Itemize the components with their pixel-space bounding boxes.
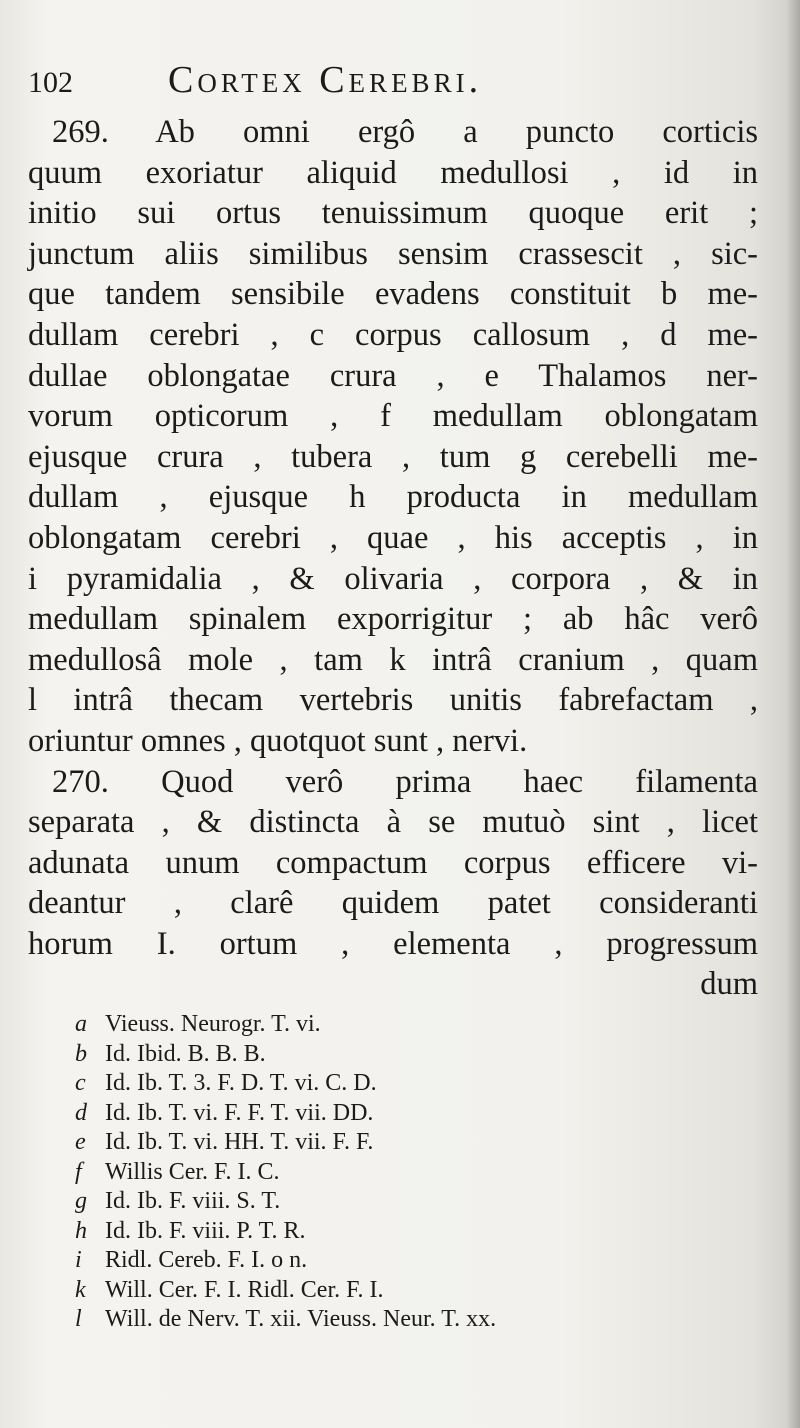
footnote-text: Vieuss. Neurogr. T. vi.: [105, 1011, 321, 1037]
page-number: 102: [28, 66, 73, 99]
footnote-b: [75, 1040, 675, 1070]
footnote-h: [75, 1217, 675, 1247]
text-line: ejusque crura , tubera , tum g cerebelli me-: [28, 438, 758, 475]
text-line: horum I. ortum , elementa , progressum: [28, 925, 758, 962]
running-title: Cortex Cerebri.: [168, 59, 483, 101]
footnote-marker: k: [75, 1276, 86, 1303]
footnote-l: [75, 1305, 675, 1335]
footnote-marker: i: [75, 1247, 82, 1273]
text-line: 270. Quod verô prima haec filamenta: [52, 763, 758, 800]
text-line: dullam , ejusque h producta in medullam: [28, 479, 758, 516]
text-line: deantur , clarê quidem patet consideranti: [28, 885, 758, 922]
footnote-marker: g: [75, 1188, 87, 1214]
text-line: medullam spinalem exporrigitur ; ab hâc verô: [28, 601, 758, 638]
footnote-marker: d: [75, 1099, 87, 1126]
text-line: vorum opticorum , f medullam oblongatam: [28, 398, 758, 435]
footnote-text: Willis Cer. F. I. C.: [105, 1158, 280, 1185]
footnote-a: [75, 1010, 675, 1040]
text-line: l intrâ thecam vertebris unitis fabrefactam ,: [28, 682, 758, 719]
footnote-text: Id. Ibid. B. B. B.: [105, 1040, 266, 1067]
page-header: [28, 58, 588, 112]
text-line: initio sui ortus tenuissimum quoque erit ;: [28, 195, 758, 232]
footnote-text: Id. Ib. T. vi. HH. T. vii. F. F.: [105, 1129, 374, 1155]
footnote-text: Will. Cer. F. I. Ridl. Cer. F. I.: [105, 1276, 384, 1303]
footnote-text: Ridl. Cereb. F. I. o n.: [105, 1247, 308, 1273]
text-line: quum exoriatur aliquid medullosi , id in: [28, 154, 758, 191]
text-line: 269. Ab omni ergô a puncto corticis: [52, 114, 758, 150]
page-edge-shadow: [786, 0, 800, 1428]
footnote-text: Id. Ib. T. 3. F. D. T. vi. C. D.: [105, 1070, 377, 1096]
catchword: dum: [700, 966, 758, 1003]
main-text: [28, 112, 758, 1005]
text-line: medullosâ mole , tam k intrâ cranium , quam: [28, 641, 758, 678]
footnote-e: [75, 1128, 675, 1158]
footnote-f: [75, 1158, 675, 1188]
footnote-marker: e: [75, 1129, 86, 1155]
footnote-k: [75, 1276, 675, 1306]
footnote-text: Will. de Nerv. T. xii. Vieuss. Neur. T. xx.: [105, 1306, 497, 1332]
footnote-marker: b: [75, 1040, 87, 1067]
text-line: oblongatam cerebri , quae , his acceptis , in: [28, 519, 758, 556]
footnote-g: [75, 1187, 675, 1217]
footnote-marker: l: [75, 1306, 82, 1332]
text-line: dullam cerebri , c corpus callosum , d me-: [28, 316, 758, 353]
footnote-text: Id. Ib. F. viii. P. T. R.: [105, 1217, 306, 1244]
text-line: junctum aliis similibus sensim crassescit , sic-: [28, 235, 758, 272]
text-line: oriuntur omnes , quotquot sunt , nervi.: [28, 722, 528, 759]
text-line: separata , & distincta à se mutuò sint , licet: [28, 804, 758, 841]
footnote-text: Id. Ib. T. vi. F. F. T. vii. DD.: [105, 1099, 374, 1126]
footnote-marker: c: [75, 1070, 86, 1096]
footnote-i: [75, 1246, 675, 1276]
footnote-text: Id. Ib. F. viii. S. T.: [105, 1188, 281, 1214]
footnote-marker: f: [75, 1158, 82, 1185]
footnote-marker: h: [75, 1217, 87, 1244]
text-line: que tandem sensibile evadens constituit b me-: [28, 276, 758, 313]
text-line: i pyramidalia , & olivaria , corpora , & in: [28, 560, 758, 597]
footnotes: [75, 1010, 675, 1335]
text-line: dullae oblongatae crura , e Thalamos ner-: [28, 357, 758, 394]
footnote-c: [75, 1069, 675, 1099]
footnote-d: [75, 1099, 675, 1129]
footnote-marker: a: [75, 1011, 87, 1037]
text-line: adunata unum compactum corpus efficere vi-: [28, 844, 758, 881]
